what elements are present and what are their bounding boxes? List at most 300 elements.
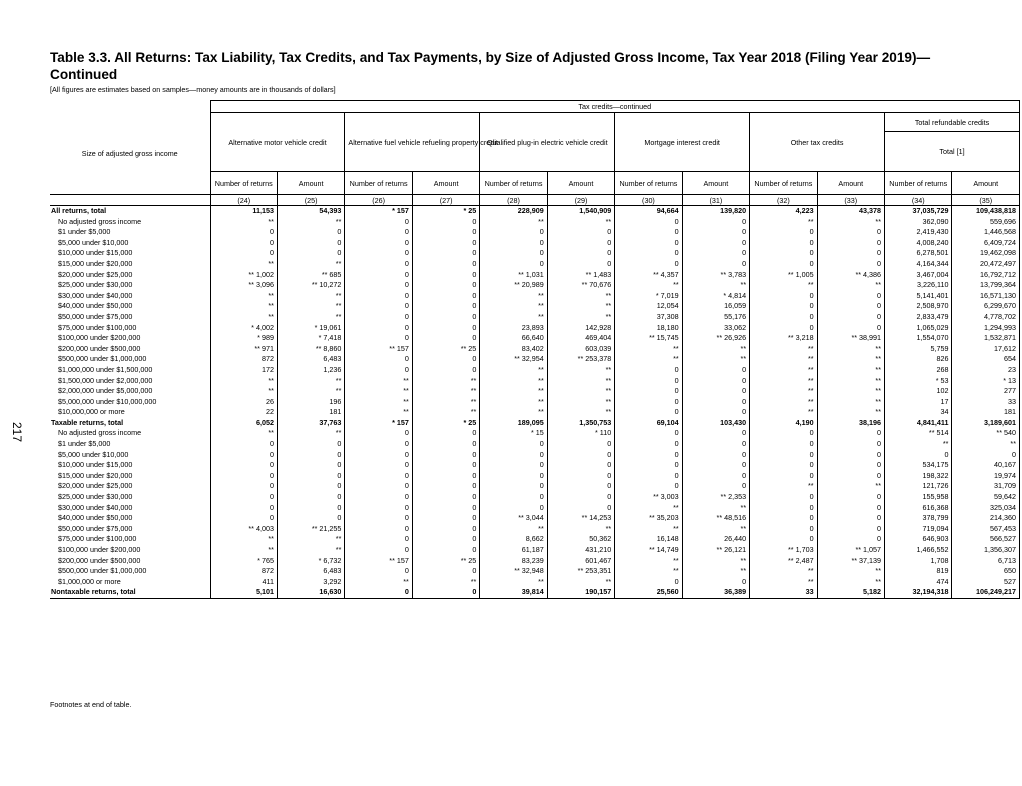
- row-label: $40,000 under $50,000: [50, 301, 210, 312]
- table-cell: ** 1,031: [480, 270, 547, 281]
- row-label: $25,000 under $30,000: [50, 280, 210, 291]
- table-cell: 0: [817, 471, 884, 482]
- table-cell: * 7,019: [615, 291, 682, 302]
- table-cell: 0: [615, 248, 682, 259]
- table-cell: 0: [682, 439, 749, 450]
- table-cell: 0: [277, 471, 344, 482]
- table-cell: 0: [412, 248, 479, 259]
- table-cell: 0: [345, 280, 412, 291]
- table-cell: 0: [682, 577, 749, 588]
- table-cell: 527: [952, 577, 1020, 588]
- table-cell: **: [480, 407, 547, 418]
- table-cell: 0: [817, 227, 884, 238]
- number-of-returns-header: Number of returns: [750, 172, 817, 195]
- table-cell: **: [682, 354, 749, 365]
- table-cell: 0: [412, 280, 479, 291]
- table-cell: **: [277, 428, 344, 439]
- table-cell: 616,368: [885, 503, 952, 514]
- table-cell: 0: [412, 503, 479, 514]
- table-cell: 106,249,217: [952, 587, 1020, 598]
- table-cell: 0: [817, 291, 884, 302]
- table-cell: 0: [547, 481, 614, 492]
- table-cell: * 4,814: [682, 291, 749, 302]
- table-cell: **: [547, 301, 614, 312]
- table-cell: 0: [885, 450, 952, 461]
- table-cell: ** 4,386: [817, 270, 884, 281]
- table-cell: 0: [277, 481, 344, 492]
- table-cell: 0: [345, 301, 412, 312]
- table-cell: **: [750, 481, 817, 492]
- table-cell: 0: [682, 450, 749, 461]
- table-cell: 0: [682, 238, 749, 249]
- table-cell: ** 253,378: [547, 354, 614, 365]
- table-cell: ** 157: [345, 556, 412, 567]
- table-cell: * 25: [412, 418, 479, 429]
- table-row: [50, 587, 1020, 598]
- row-label: $1 under $5,000: [50, 227, 210, 238]
- credit-header: Total refundable credits: [885, 113, 1020, 132]
- column-number: (24): [210, 195, 277, 206]
- table-cell: 0: [412, 481, 479, 492]
- table-cell: 0: [345, 365, 412, 376]
- table-cell: 0: [412, 238, 479, 249]
- table-cell: 0: [210, 248, 277, 259]
- table-cell: **: [682, 503, 749, 514]
- table-cell: 650: [952, 566, 1020, 577]
- table-cell: 0: [345, 217, 412, 228]
- table-cell: 0: [412, 587, 479, 598]
- table-cell: ** 25: [412, 556, 479, 567]
- row-label: $50,000 under $75,000: [50, 312, 210, 323]
- table-cell: 0: [345, 587, 412, 598]
- row-label: Nontaxable returns, total: [50, 587, 210, 598]
- table-cell: 190,157: [547, 587, 614, 598]
- table-cell: 5,182: [817, 587, 884, 598]
- table-row: [50, 492, 1020, 503]
- table-cell: 0: [345, 270, 412, 281]
- table-cell: 43,378: [817, 206, 884, 217]
- table-row: [50, 513, 1020, 524]
- table-cell: 0: [547, 227, 614, 238]
- table-cell: **: [817, 481, 884, 492]
- page-number: 217: [10, 422, 24, 443]
- row-label: $5,000,000 under $10,000,000: [50, 397, 210, 408]
- table-row: [50, 344, 1020, 355]
- table-cell: 196: [277, 397, 344, 408]
- table-cell: * 6,732: [277, 556, 344, 567]
- table-row: [50, 376, 1020, 387]
- table-cell: 94,664: [615, 206, 682, 217]
- table-cell: 3,292: [277, 577, 344, 588]
- row-label: $200,000 under $500,000: [50, 344, 210, 355]
- table-cell: 5,101: [210, 587, 277, 598]
- amount-header: Amount: [952, 172, 1020, 195]
- table-cell: **: [682, 524, 749, 535]
- table-cell: **: [210, 301, 277, 312]
- table-cell: 6,299,670: [952, 301, 1020, 312]
- table-cell: 0: [750, 301, 817, 312]
- table-cell: 0: [480, 503, 547, 514]
- table-cell: 19,462,098: [952, 248, 1020, 259]
- table-cell: ** 971: [210, 344, 277, 355]
- amount-header: Amount: [277, 172, 344, 195]
- table-cell: 0: [412, 450, 479, 461]
- table-cell: 819: [885, 566, 952, 577]
- table-cell: ** 1,057: [817, 545, 884, 556]
- table-cell: 39,814: [480, 587, 547, 598]
- table-cell: **: [682, 280, 749, 291]
- table-cell: **: [480, 217, 547, 228]
- table-cell: 189,095: [480, 418, 547, 429]
- table-cell: 12,054: [615, 301, 682, 312]
- table-cell: **: [952, 439, 1020, 450]
- table-cell: ** 3,783: [682, 270, 749, 281]
- credit-header: Mortgage interest credit: [615, 113, 750, 172]
- table-cell: 0: [412, 524, 479, 535]
- table-cell: 0: [682, 376, 749, 387]
- table-cell: 0: [547, 450, 614, 461]
- table-cell: 0: [210, 450, 277, 461]
- table-cell: 646,903: [885, 534, 952, 545]
- table-cell: 121,726: [885, 481, 952, 492]
- row-label: $20,000 under $25,000: [50, 481, 210, 492]
- table-cell: 37,308: [615, 312, 682, 323]
- table-cell: 0: [615, 471, 682, 482]
- table-cell: 1,540,909: [547, 206, 614, 217]
- table-cell: 0: [345, 450, 412, 461]
- table-cell: **: [615, 503, 682, 514]
- table-cell: **: [345, 397, 412, 408]
- table-cell: ** 1,005: [750, 270, 817, 281]
- table-cell: **: [345, 407, 412, 418]
- table-row: [50, 428, 1020, 439]
- table-cell: 1,065,029: [885, 323, 952, 334]
- table-cell: 0: [345, 227, 412, 238]
- table-row: [50, 291, 1020, 302]
- table-cell: 0: [547, 460, 614, 471]
- table-cell: 0: [952, 450, 1020, 461]
- table-cell: **: [277, 259, 344, 270]
- table-cell: 603,039: [547, 344, 614, 355]
- row-label: $75,000 under $100,000: [50, 323, 210, 334]
- table-cell: **: [277, 217, 344, 228]
- column-number: (29): [547, 195, 614, 206]
- table-cell: ** 10,272: [277, 280, 344, 291]
- table-cell: 0: [277, 238, 344, 249]
- table-cell: **: [412, 386, 479, 397]
- table-cell: **: [480, 291, 547, 302]
- table-cell: **: [480, 312, 547, 323]
- table-cell: 0: [345, 238, 412, 249]
- table-cell: 0: [412, 428, 479, 439]
- table-cell: 0: [750, 450, 817, 461]
- table-cell: ** 540: [952, 428, 1020, 439]
- table-cell: **: [277, 545, 344, 556]
- table-cell: 2,833,479: [885, 312, 952, 323]
- table-cell: **: [210, 376, 277, 387]
- table-cell: **: [817, 577, 884, 588]
- table-cell: 0: [345, 428, 412, 439]
- table-cell: 0: [412, 439, 479, 450]
- table-cell: **: [615, 354, 682, 365]
- table-cell: 0: [750, 513, 817, 524]
- row-label: $10,000,000 or more: [50, 407, 210, 418]
- table-cell: 228,909: [480, 206, 547, 217]
- table-cell: **: [210, 428, 277, 439]
- table-cell: 16,148: [615, 534, 682, 545]
- table-cell: 0: [345, 503, 412, 514]
- credit-header: Qualified plug-in electric vehicle credit: [480, 113, 615, 172]
- table-cell: 6,052: [210, 418, 277, 429]
- table-cell: * 4,002: [210, 323, 277, 334]
- table-cell: 142,928: [547, 323, 614, 334]
- table-cell: 0: [750, 259, 817, 270]
- table-cell: 0: [682, 428, 749, 439]
- table-cell: 534,175: [885, 460, 952, 471]
- table-cell: 411: [210, 577, 277, 588]
- table-cell: 5,141,401: [885, 291, 952, 302]
- table-cell: ** 32,954: [480, 354, 547, 365]
- table-cell: ** 3,003: [615, 492, 682, 503]
- table-row: [50, 270, 1020, 281]
- table-cell: 61,187: [480, 545, 547, 556]
- table-cell: 0: [682, 481, 749, 492]
- table-cell: ** 26,121: [682, 545, 749, 556]
- table-cell: **: [615, 344, 682, 355]
- table-cell: 0: [480, 492, 547, 503]
- table-cell: **: [547, 386, 614, 397]
- table-cell: 0: [682, 407, 749, 418]
- table-cell: **: [277, 291, 344, 302]
- table-cell: 0: [412, 217, 479, 228]
- table-cell: 4,223: [750, 206, 817, 217]
- table-cell: 37,035,729: [885, 206, 952, 217]
- table-cell: 6,483: [277, 566, 344, 577]
- table-cell: **: [750, 407, 817, 418]
- table-cell: 0: [345, 566, 412, 577]
- column-number: (28): [480, 195, 547, 206]
- table-cell: **: [817, 386, 884, 397]
- table-cell: ** 35,203: [615, 513, 682, 524]
- row-label: No adjusted gross income: [50, 428, 210, 439]
- table-cell: 17: [885, 397, 952, 408]
- table-cell: **: [750, 354, 817, 365]
- table-cell: 0: [412, 259, 479, 270]
- number-of-returns-header: Number of returns: [615, 172, 682, 195]
- table-cell: 0: [277, 492, 344, 503]
- table-cell: 0: [817, 492, 884, 503]
- table-cell: 40,167: [952, 460, 1020, 471]
- table-cell: ** 32,948: [480, 566, 547, 577]
- table-cell: 0: [412, 227, 479, 238]
- column-number: (25): [277, 195, 344, 206]
- table-row: [50, 450, 1020, 461]
- row-label: $50,000 under $75,000: [50, 524, 210, 535]
- table-cell: 26: [210, 397, 277, 408]
- table-cell: **: [210, 386, 277, 397]
- table-cell: 2,508,970: [885, 301, 952, 312]
- table-cell: 181: [952, 407, 1020, 418]
- table-cell: 198,322: [885, 471, 952, 482]
- table-cell: ** 48,516: [682, 513, 749, 524]
- row-label: $5,000 under $10,000: [50, 450, 210, 461]
- table-cell: 0: [345, 354, 412, 365]
- stub-spacer: [50, 195, 210, 206]
- table-cell: 0: [750, 439, 817, 450]
- table-cell: 826: [885, 354, 952, 365]
- table-cell: ** 4,357: [615, 270, 682, 281]
- table-cell: **: [480, 365, 547, 376]
- table-cell: 0: [210, 481, 277, 492]
- table-cell: 0: [750, 503, 817, 514]
- table-cell: 1,350,753: [547, 418, 614, 429]
- row-label: $20,000 under $25,000: [50, 270, 210, 281]
- table-cell: **: [817, 365, 884, 376]
- table-cell: 0: [750, 471, 817, 482]
- table-cell: 103,430: [682, 418, 749, 429]
- row-label: $15,000 under $20,000: [50, 259, 210, 270]
- table-cell: 0: [480, 471, 547, 482]
- table-cell: 155,958: [885, 492, 952, 503]
- table-row: [50, 217, 1020, 228]
- table-cell: 0: [412, 323, 479, 334]
- column-number: (34): [885, 195, 952, 206]
- table-cell: 0: [615, 365, 682, 376]
- table-cell: 0: [615, 577, 682, 588]
- column-number: (32): [750, 195, 817, 206]
- table-cell: 872: [210, 566, 277, 577]
- table-cell: 1,294,993: [952, 323, 1020, 334]
- table-cell: **: [480, 397, 547, 408]
- table-cell: 31,709: [952, 481, 1020, 492]
- row-label: Taxable returns, total: [50, 418, 210, 429]
- table-cell: 0: [277, 227, 344, 238]
- table-cell: **: [817, 407, 884, 418]
- table-cell: 0: [615, 397, 682, 408]
- table-cell: **: [547, 577, 614, 588]
- table-cell: 0: [547, 503, 614, 514]
- table-cell: 0: [682, 460, 749, 471]
- table-cell: **: [547, 291, 614, 302]
- table-cell: ** 20,989: [480, 280, 547, 291]
- column-number: (26): [345, 195, 412, 206]
- table-cell: 102: [885, 386, 952, 397]
- table-cell: 0: [682, 365, 749, 376]
- table-cell: 16,630: [277, 587, 344, 598]
- table-cell: 0: [615, 460, 682, 471]
- table-cell: 6,409,724: [952, 238, 1020, 249]
- table-cell: 0: [345, 492, 412, 503]
- table-cell: 0: [547, 259, 614, 270]
- table-cell: ** 70,676: [547, 280, 614, 291]
- table-cell: 25,560: [615, 587, 682, 598]
- table-row: [50, 365, 1020, 376]
- row-label: $30,000 under $40,000: [50, 291, 210, 302]
- table-cell: 0: [210, 460, 277, 471]
- table-cell: 0: [345, 460, 412, 471]
- row-label: $1,000,000 under $1,500,000: [50, 365, 210, 376]
- table-cell: 0: [210, 227, 277, 238]
- table-cell: 567,453: [952, 524, 1020, 535]
- table-cell: 0: [412, 471, 479, 482]
- table-cell: 0: [480, 460, 547, 471]
- table-cell: **: [885, 439, 952, 450]
- table-row: [50, 312, 1020, 323]
- table-cell: **: [210, 259, 277, 270]
- total-subheader: Total [1]: [885, 132, 1020, 172]
- table-row: [50, 481, 1020, 492]
- row-label: $75,000 under $100,000: [50, 534, 210, 545]
- table-cell: 0: [277, 439, 344, 450]
- table-cell: 8,662: [480, 534, 547, 545]
- table-row: [50, 407, 1020, 418]
- table-row: [50, 323, 1020, 334]
- table-cell: 0: [750, 291, 817, 302]
- table-cell: 268: [885, 365, 952, 376]
- table-cell: ** 3,218: [750, 333, 817, 344]
- table-cell: **: [345, 376, 412, 387]
- table-cell: 0: [210, 238, 277, 249]
- table-cell: * 110: [547, 428, 614, 439]
- table-cell: * 765: [210, 556, 277, 567]
- table-cell: 17,612: [952, 344, 1020, 355]
- amount-header: Amount: [547, 172, 614, 195]
- table-cell: **: [750, 566, 817, 577]
- table-cell: 0: [682, 248, 749, 259]
- table-cell: 0: [750, 227, 817, 238]
- table-cell: 0: [210, 503, 277, 514]
- table-cell: **: [480, 376, 547, 387]
- table-cell: 0: [412, 270, 479, 281]
- table-cell: 0: [412, 301, 479, 312]
- table-row: [50, 418, 1020, 429]
- table-row: [50, 301, 1020, 312]
- number-of-returns-header: Number of returns: [210, 172, 277, 195]
- table-cell: **: [547, 524, 614, 535]
- table-cell: **: [817, 566, 884, 577]
- table-cell: 16,059: [682, 301, 749, 312]
- table-cell: **: [750, 280, 817, 291]
- table-cell: **: [547, 397, 614, 408]
- column-number: (33): [817, 195, 884, 206]
- table-cell: 0: [345, 291, 412, 302]
- table-cell: 0: [817, 238, 884, 249]
- table-row: [50, 386, 1020, 397]
- table-cell: 378,799: [885, 513, 952, 524]
- table-cell: **: [750, 397, 817, 408]
- table-row: [50, 397, 1020, 408]
- table-cell: 0: [615, 259, 682, 270]
- table-cell: 0: [345, 323, 412, 334]
- table-cell: 0: [547, 471, 614, 482]
- table-cell: 0: [210, 492, 277, 503]
- table-cell: **: [412, 397, 479, 408]
- row-label: $100,000 under $200,000: [50, 333, 210, 344]
- row-label: $2,000,000 under $5,000,000: [50, 386, 210, 397]
- table-cell: 0: [750, 248, 817, 259]
- table-cell: 18,180: [615, 323, 682, 334]
- table-cell: **: [817, 354, 884, 365]
- table-cell: ** 3,096: [210, 280, 277, 291]
- table-cell: 0: [277, 450, 344, 461]
- table-cell: **: [682, 566, 749, 577]
- table-cell: 0: [547, 492, 614, 503]
- table-cell: 0: [817, 503, 884, 514]
- table-cell: **: [547, 376, 614, 387]
- table-row: [50, 577, 1020, 588]
- table-cell: ** 14,749: [615, 545, 682, 556]
- table-cell: 109,438,818: [952, 206, 1020, 217]
